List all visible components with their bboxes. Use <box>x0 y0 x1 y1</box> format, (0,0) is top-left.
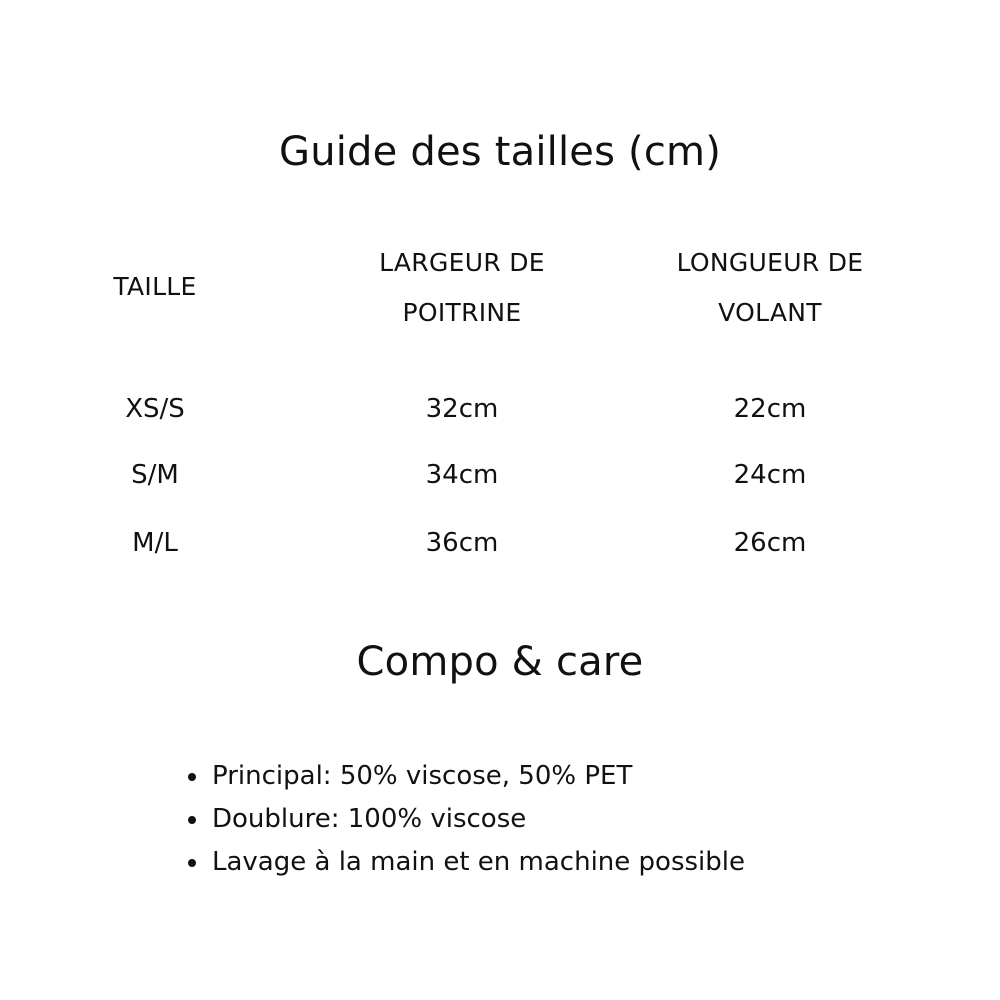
header-longueur-line2: VOLANT <box>718 298 822 327</box>
care-list <box>186 755 745 884</box>
care-item <box>186 841 745 884</box>
header-longueur-line1: LONGUEUR DE <box>676 248 864 277</box>
ruffle-length-cell: 22cm <box>733 394 807 424</box>
header-taille: TAILLE <box>113 272 197 301</box>
care-item <box>186 798 745 841</box>
chest-width-cell: 34cm <box>425 460 499 490</box>
care-item <box>186 755 745 798</box>
size-guide-title: Guide des tailles (cm) <box>279 129 721 175</box>
care-item-text: Doublure: 100% viscose <box>212 804 527 834</box>
size-cell: XS/S <box>125 394 185 424</box>
ruffle-length-cell: 24cm <box>733 460 807 490</box>
care-item-text: Lavage à la main et en machine possible <box>212 847 745 877</box>
care-title: Compo & care <box>356 639 644 685</box>
bullet-icon <box>188 859 196 867</box>
care-item-text: Principal: 50% viscose, 50% PET <box>212 761 633 791</box>
chest-width-cell: 32cm <box>425 394 499 424</box>
size-cell: M/L <box>132 528 178 558</box>
header-largeur-line1: LARGEUR DE <box>379 248 545 277</box>
size-cell: S/M <box>131 460 179 490</box>
header-largeur-line2: POITRINE <box>402 298 522 327</box>
chest-width-cell: 36cm <box>425 528 499 558</box>
ruffle-length-cell: 26cm <box>733 528 807 558</box>
bullet-icon <box>188 816 196 824</box>
bullet-icon <box>188 773 196 781</box>
